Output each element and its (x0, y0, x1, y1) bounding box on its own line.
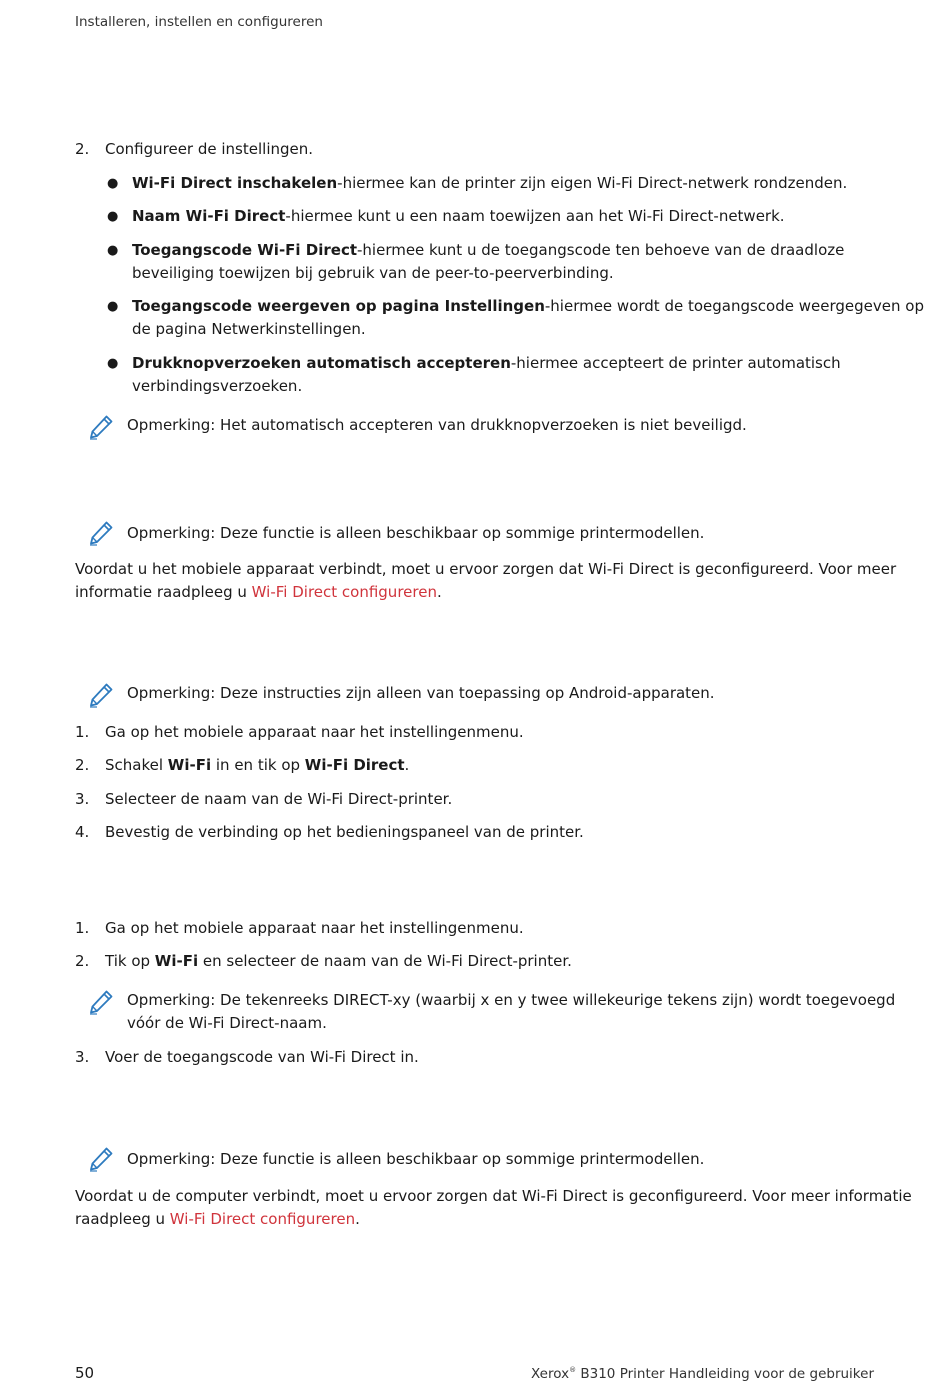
pencil-icon (88, 414, 114, 440)
step-text: Ga op het mobiele apparaat naar het instellingenmenu. (105, 919, 524, 937)
bullet-term: Toegangscode Wi-Fi Direct (132, 241, 357, 259)
step-number: 3. (75, 1048, 90, 1066)
bullet-desc-line2: beveiliging toewijzen bij gebruik van de peer-to-peerverbinding. (132, 264, 614, 282)
step-number: 2. (75, 952, 90, 970)
bullet-desc: -hiermee kunt u de toegangscode ten behoeve van de draadloze (357, 241, 845, 259)
step-text: Ga op het mobiele apparaat naar het instellingenmenu. (105, 723, 524, 741)
step-text: Bevestig de verbinding op het bedieningspaneel van de printer. (105, 823, 584, 841)
step-text: . (404, 756, 410, 774)
note-text: vóór de Wi-Fi Direct-naam. (127, 1014, 327, 1032)
paragraph-line: Voordat u de computer verbindt, moet u ervoor zorgen dat Wi-Fi Direct is geconfigureerd. Voor meer informatie (75, 1187, 912, 1205)
bullet-term: Drukknopverzoeken automatisch accepteren (132, 354, 511, 372)
running-header: Installeren, instellen en configureren (75, 14, 323, 30)
ui-term: Wi-Fi Direct (304, 756, 405, 774)
bullet-desc: -hiermee wordt de toegangscode weergegeven op (544, 297, 924, 315)
step-text: Voer de toegangscode van Wi-Fi Direct in. (105, 1048, 419, 1066)
footer-brand: Xerox (531, 1366, 570, 1382)
step-number: 4. (75, 823, 90, 841)
pencil-icon (88, 520, 114, 546)
step-number: 1. (75, 919, 90, 937)
paragraph-text: informatie raadpleeg u (75, 583, 252, 601)
bullet-desc: -hiermee kunt u een naam toewijzen aan het Wi-Fi Direct-netwerk. (285, 207, 785, 225)
paragraph-text: . (436, 583, 442, 601)
step-text: Selecteer de naam van de Wi-Fi Direct-printer. (105, 790, 453, 808)
note-text: Opmerking: De tekenreeks DIRECT-xy (waarbij x en y twee willekeurige tekens zijn) wordt toegevoegd (127, 991, 896, 1009)
page-number: 50 (75, 1364, 95, 1382)
bullet-dot: ● (107, 299, 119, 314)
step-number: 2. (75, 756, 90, 774)
step-text: Configureer de instellingen. (105, 140, 314, 158)
step-text: en selecteer de naam van de Wi-Fi Direct-printer. (198, 952, 572, 970)
note-text: Opmerking: Deze instructies zijn alleen van toepassing op Android-apparaten. (127, 684, 715, 702)
registered-mark: ® (569, 1366, 577, 1374)
bullet-term: Wi-Fi Direct inschakelen (132, 174, 338, 192)
footer-title-rest: B310 Printer Handleiding voor de gebruiker (576, 1366, 874, 1382)
step-text: in en tik op (211, 756, 305, 774)
pencil-icon (88, 682, 114, 708)
bullet-dot: ● (107, 176, 119, 191)
bullet-dot: ● (107, 356, 119, 371)
pencil-icon (88, 989, 114, 1015)
note-text: Opmerking: Het automatisch accepteren van drukknopverzoeken is niet beveiligd. (127, 416, 747, 434)
step-number: 3. (75, 790, 90, 808)
note-text: Opmerking: Deze functie is alleen beschikbaar op sommige printermodellen. (127, 1150, 705, 1168)
footer-title (531, 1366, 874, 1382)
bullet-desc: -hiermee accepteert de printer automatisch (510, 354, 841, 372)
paragraph-line: Voordat u het mobiele apparaat verbindt, moet u ervoor zorgen dat Wi-Fi Direct is geconfigureerd. Voor meer (75, 560, 897, 578)
step-number: 1. (75, 723, 90, 741)
bullet-desc: -hiermee kan de printer zijn eigen Wi-Fi Direct-netwerk rondzenden. (337, 174, 848, 192)
step-text: Tik op (105, 952, 155, 970)
bullet-dot: ● (107, 243, 119, 258)
wifi-direct-config-link[interactable]: Wi-Fi Direct configureren (169, 1210, 356, 1228)
wifi-direct-config-link[interactable]: Wi-Fi Direct configureren (251, 583, 437, 601)
ui-term: Wi-Fi (154, 952, 199, 970)
ui-term: Wi-Fi (167, 756, 212, 774)
bullet-desc-line2: verbindingsverzoeken. (132, 377, 303, 395)
bullet-desc-line2: de pagina Netwerkinstellingen. (132, 320, 366, 338)
bullet-dot: ● (107, 209, 119, 224)
step-number: 2. (75, 140, 90, 158)
bullet-term: Toegangscode weergeven op pagina Instellingen (132, 297, 545, 315)
pencil-icon (88, 1146, 114, 1172)
note-text: Opmerking: Deze functie is alleen beschikbaar op sommige printermodellen. (127, 524, 705, 542)
bullet-term: Naam Wi-Fi Direct (132, 207, 286, 225)
paragraph-text: raadpleeg u (75, 1210, 170, 1228)
step-text: Schakel (105, 756, 168, 774)
paragraph-text: . (355, 1210, 360, 1228)
